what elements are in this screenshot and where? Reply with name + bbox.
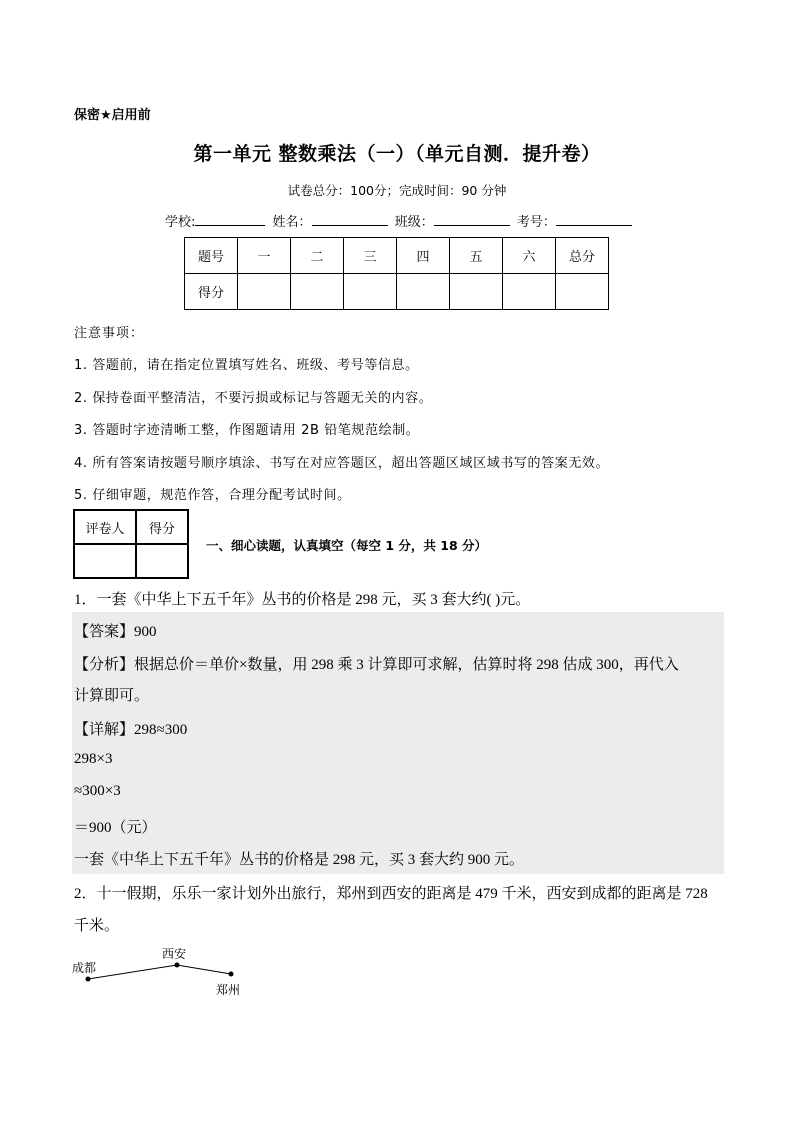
grader-cell[interactable] xyxy=(74,544,136,578)
question-2-cont: 千米。 xyxy=(74,918,120,934)
score-cell[interactable] xyxy=(344,274,397,310)
notes-heading: 注意事项： xyxy=(74,326,145,341)
route-line xyxy=(88,965,177,979)
score-row-label: 得分 xyxy=(185,274,238,310)
school-label: 学校: xyxy=(165,215,196,230)
name-label: 姓名： xyxy=(272,215,312,230)
score-table-score-row xyxy=(185,274,609,310)
city-label: 成都 xyxy=(72,961,97,975)
detail-line: 【详解】298≈300 xyxy=(74,722,188,738)
score-header-cell: 题号 xyxy=(185,238,238,274)
score-cell[interactable] xyxy=(503,274,556,310)
score-header-cell: 二 xyxy=(291,238,344,274)
city-label: 郑州 xyxy=(216,983,241,997)
grader-table xyxy=(73,509,189,579)
student-info-line xyxy=(165,211,635,230)
note-item: 5. 仔细审题，规范作答，合理分配考试时间。 xyxy=(74,488,351,503)
score-header-cell: 总分 xyxy=(556,238,609,274)
score-header-cell: 四 xyxy=(397,238,450,274)
route-line xyxy=(177,965,231,974)
analysis-line: 计算即可。 xyxy=(74,688,150,704)
city-dot xyxy=(86,977,91,982)
section-heading: 一、细心读题，认真填空（每空 1 分，共 18 分） xyxy=(206,538,488,553)
city-dot xyxy=(229,972,234,977)
grader-score-label: 得分 xyxy=(136,510,188,544)
confidential-label: 保密★启用前 xyxy=(74,108,151,123)
note-item: 1. 答题前，请在指定位置填写姓名、班级、考号等信息。 xyxy=(74,358,419,373)
exam-number-field[interactable] xyxy=(556,213,632,226)
score-table xyxy=(184,237,609,310)
question-2: 2．十一假期，乐乐一家计划外出旅行，郑州到西安的距离是 479 千米，西安到成都的距离是 728 xyxy=(74,886,708,902)
city-dot xyxy=(175,963,180,968)
route-map xyxy=(70,942,260,1002)
score-header-cell: 一 xyxy=(238,238,291,274)
score-cell[interactable] xyxy=(450,274,503,310)
score-header-cell: 六 xyxy=(503,238,556,274)
name-field[interactable] xyxy=(312,213,388,226)
note-item: 3. 答题时字迹清晰工整，作图题请用 2B 铅笔规范绘制。 xyxy=(74,423,420,438)
score-table-header-row xyxy=(185,238,609,274)
calc-step: 298×3 xyxy=(74,751,113,767)
analysis-line: 【分析】根据总价＝单价×数量，用 298 乘 3 计算即可求解，估算时将 298 估成 300，再代入 xyxy=(74,657,679,673)
page-title: 第一单元 整数乘法（一）（单元自测．提升卷） xyxy=(193,143,601,165)
class-field[interactable] xyxy=(434,213,510,226)
conclusion-line: 一套《中华上下五千年》丛书的价格是 298 元，买 3 套大约 900 元。 xyxy=(74,852,525,868)
score-header-cell: 五 xyxy=(450,238,503,274)
note-item: 2. 保持卷面平整清洁，不要污损或标记与答题无关的内容。 xyxy=(74,391,433,406)
score-cell[interactable] xyxy=(291,274,344,310)
score-cell[interactable] xyxy=(556,274,609,310)
exam-subtitle: 试卷总分：100分；完成时间：90 分钟 xyxy=(287,183,507,198)
answer-line: 【答案】900 xyxy=(74,624,157,640)
calc-step: ＝900（元） xyxy=(74,820,157,836)
class-label: 班级： xyxy=(394,215,434,230)
score-cell[interactable] xyxy=(238,274,291,310)
exam-number-label: 考号： xyxy=(516,215,556,230)
school-field[interactable] xyxy=(195,213,265,226)
grader-label: 评卷人 xyxy=(74,510,136,544)
note-item: 4. 所有答案请按题号顺序填涂、书写在对应答题区，超出答题区域区域书写的答案无效。 xyxy=(74,456,610,471)
score-cell[interactable] xyxy=(397,274,450,310)
city-label: 西安 xyxy=(162,947,187,961)
question-1: 1．一套《中华上下五千年》丛书的价格是 298 元，买 3 套大约( )元。 xyxy=(74,592,531,608)
grader-score-cell[interactable] xyxy=(136,544,188,578)
score-header-cell: 三 xyxy=(344,238,397,274)
answer-block xyxy=(72,612,724,874)
calc-step: ≈300×3 xyxy=(74,783,121,799)
